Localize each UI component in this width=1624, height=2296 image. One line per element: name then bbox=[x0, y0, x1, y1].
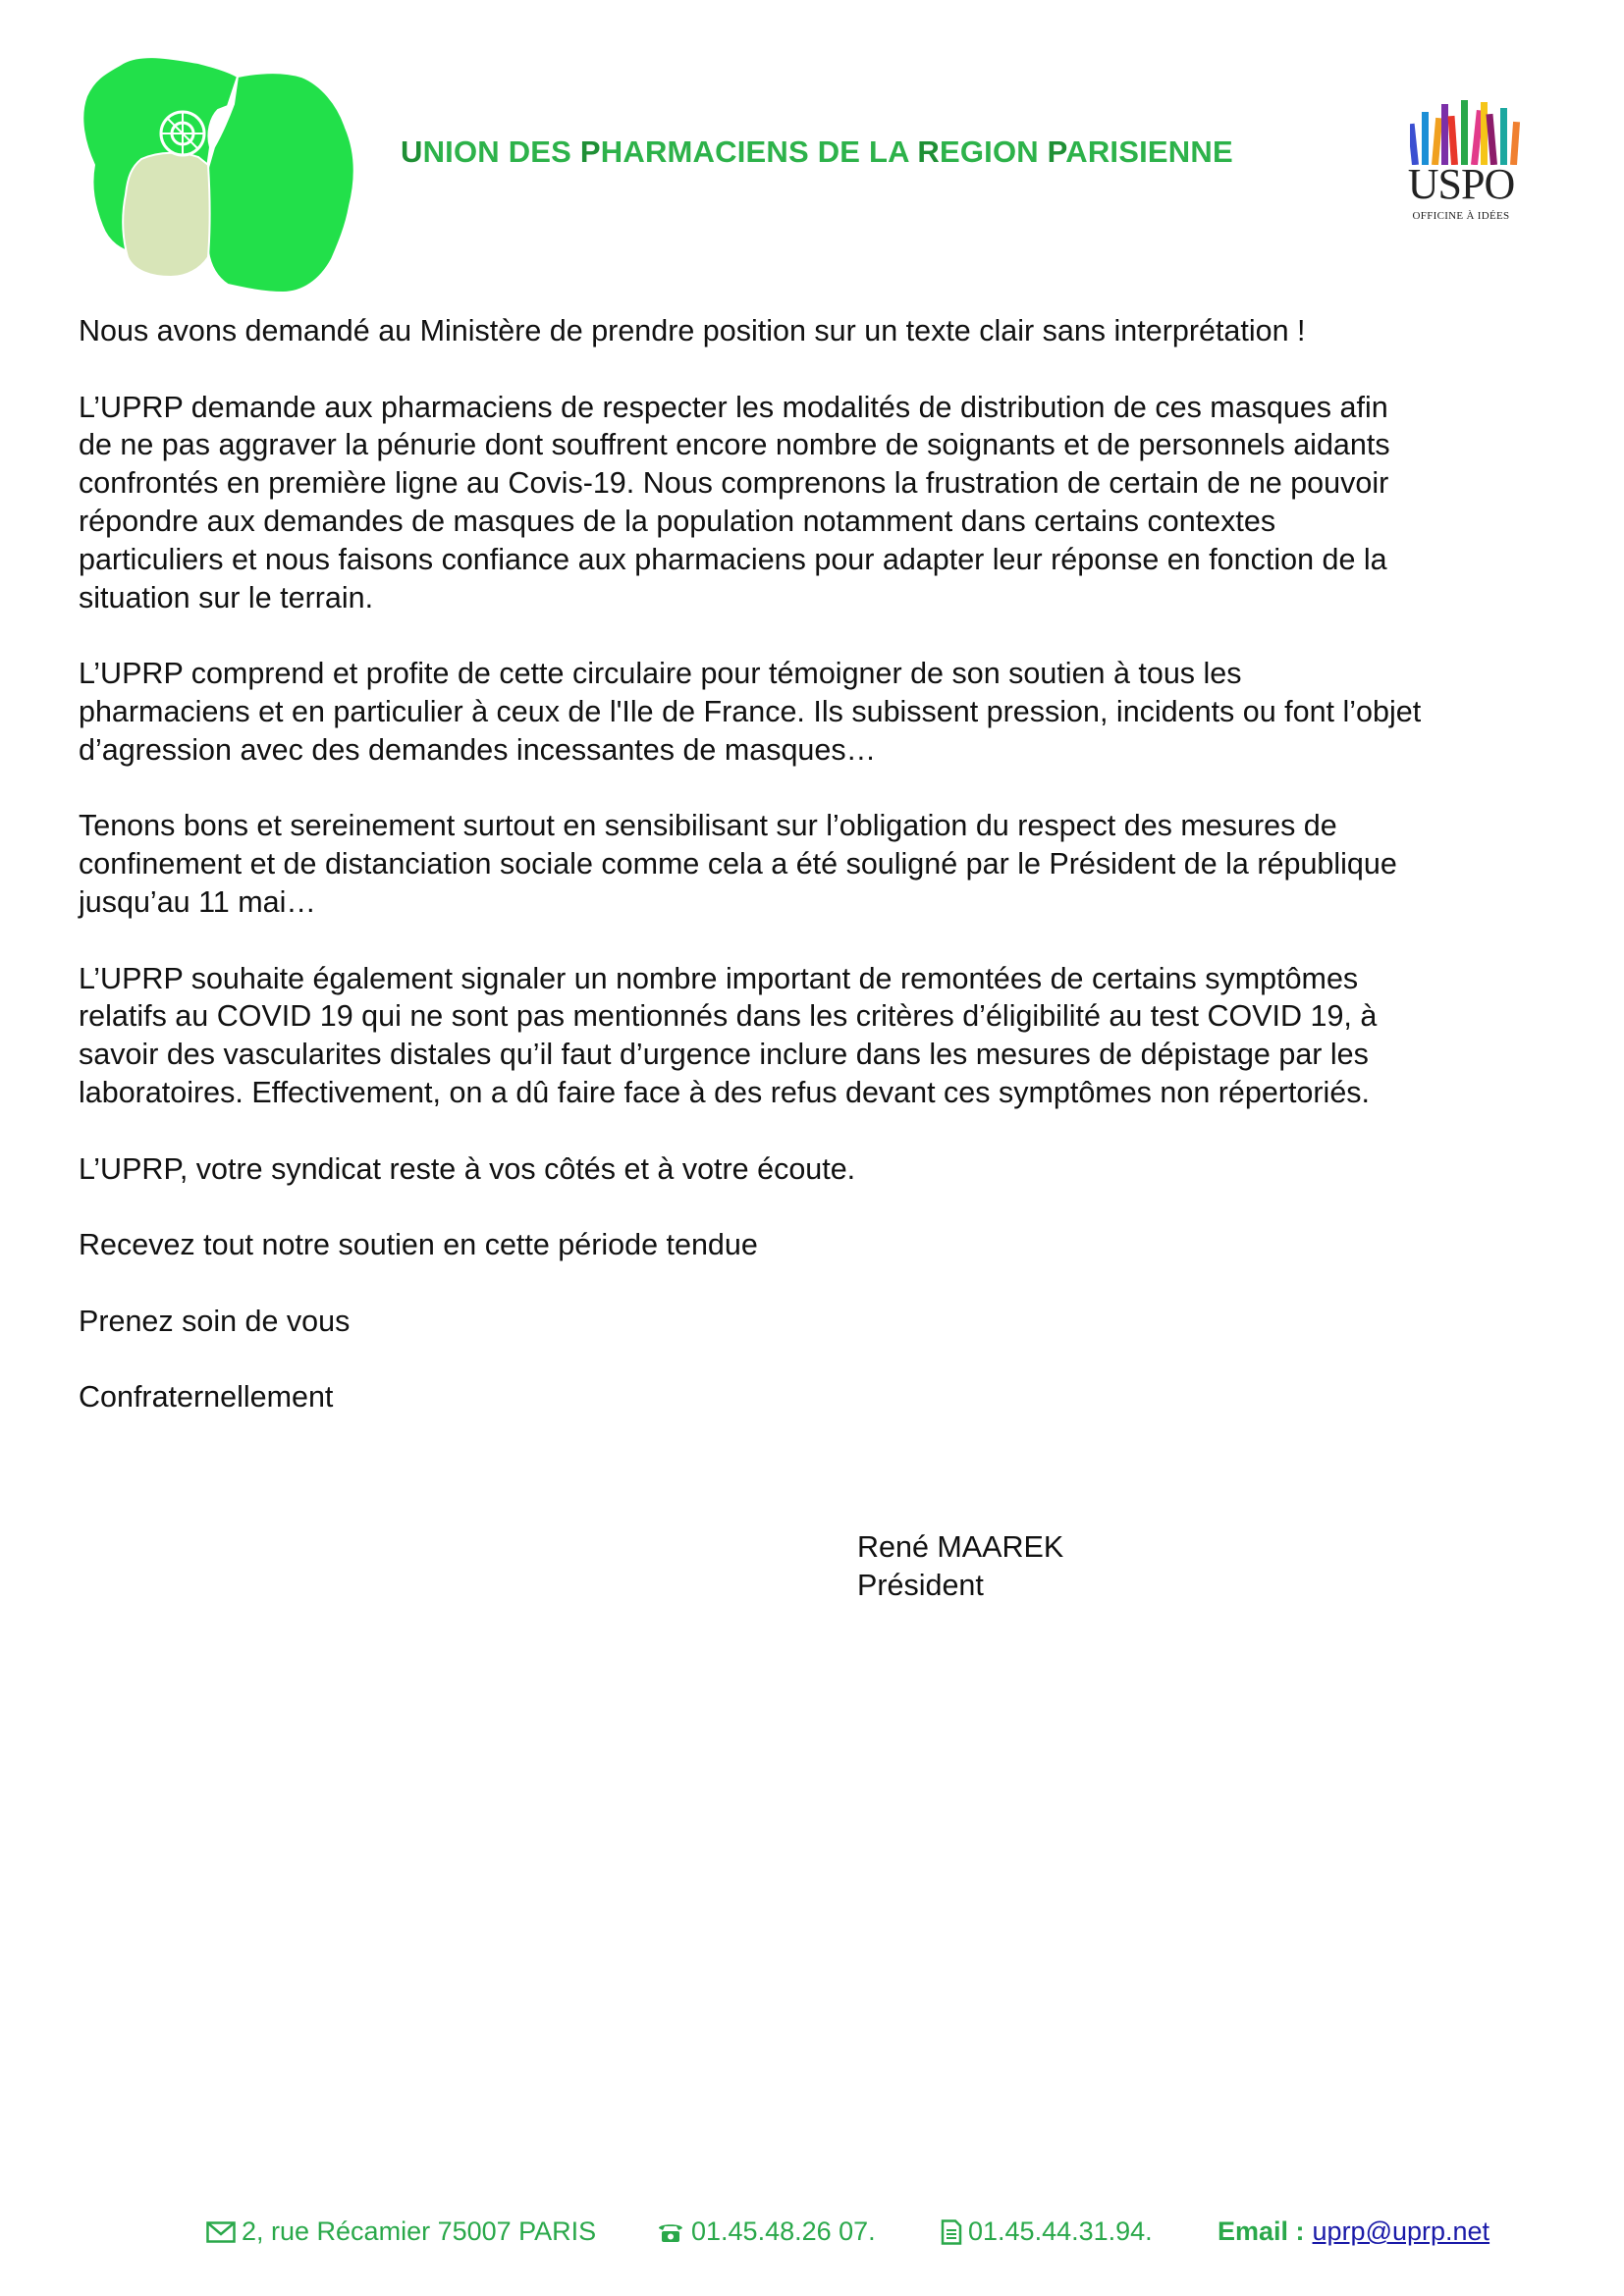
org-name-segment: EGION bbox=[939, 134, 1048, 169]
telephone-icon bbox=[656, 2220, 685, 2244]
body-paragraph: L’UPRP souhaite également signaler un nombre important de remontées de certains symptômes relatifs au COVID 19 qui ne sont pas mentionnés dans les critères d’éligibilité au test COVID 19, à savoir des vascularites distales qu’il faut d’urgence inclure dans les mesures de dépistage par les laboratoires. Effectivement, on a dû faire face à des refus devant ces symptômes non répertoriés. bbox=[79, 961, 1378, 1109]
org-name-initial: U bbox=[401, 134, 423, 169]
body-paragraph: Tenons bons et sereinement surtout en sensibilisant sur l’obligation du respect des mesures de confinement et de distanciation sociale comme cela a été souligné par le Président de la république jusqu’au 11 mai… bbox=[79, 809, 1397, 919]
signatory-name: René MAAREK bbox=[857, 1530, 1064, 1564]
footer-phone bbox=[656, 2216, 876, 2247]
envelope-icon bbox=[206, 2221, 236, 2243]
footer-phone-text[interactable]: 01.45.48.26 07. bbox=[691, 2216, 876, 2246]
org-name-initial: P bbox=[1047, 134, 1066, 169]
body-paragraph: L’UPRP, votre syndicat reste à vos côtés et à votre écoute. bbox=[79, 1151, 856, 1186]
fax-document-icon bbox=[941, 2219, 962, 2245]
uspo-logo bbox=[1392, 98, 1530, 228]
signature-block bbox=[857, 1528, 1063, 1605]
footer-address bbox=[206, 2216, 596, 2247]
org-name-segment: NION DES bbox=[422, 134, 580, 169]
body-paragraph: Confraternellement bbox=[79, 1380, 334, 1415]
body-paragraph: Recevez tout notre soutien en cette période tendue bbox=[79, 1228, 758, 1262]
organization-name bbox=[401, 134, 1233, 170]
uspo-tagline: OFFICINE À IDÉES bbox=[1412, 210, 1510, 222]
uspo-colored-bars-icon bbox=[1410, 98, 1524, 165]
ile-de-france-map-logo bbox=[81, 49, 365, 304]
footer-fax bbox=[941, 2216, 1153, 2247]
org-name-segment: HARMACIENS DE LA bbox=[600, 134, 918, 169]
contact-footer bbox=[0, 2216, 1624, 2256]
org-name-segment: ARISIENNE bbox=[1065, 134, 1233, 169]
footer-fax-text: 01.45.44.31.94. bbox=[968, 2216, 1153, 2246]
body-paragraph: Prenez soin de vous bbox=[79, 1304, 351, 1338]
org-name-initial: R bbox=[917, 134, 940, 169]
footer-email bbox=[1218, 2216, 1489, 2247]
letter-body bbox=[79, 312, 1571, 1455]
signatory-title: Président bbox=[857, 1568, 984, 1602]
footer-email-label: Email : bbox=[1218, 2216, 1305, 2246]
footer-email-link[interactable]: uprp@uprp.net bbox=[1312, 2216, 1490, 2246]
uspo-wordmark: USPO bbox=[1407, 160, 1515, 208]
map-region-south bbox=[123, 153, 209, 277]
org-name-initial: P bbox=[579, 134, 601, 169]
body-paragraph: Nous avons demandé au Ministère de prendre position sur un texte clair sans interprétation ! bbox=[79, 314, 1306, 347]
body-paragraph: L’UPRP comprend et profite de cette circulaire pour témoigner de son soutien à tous les pharmaciens et en particulier à ceux de l'Ile de France. Ils subissent pression, incidents ou font l’objet d’agression avec des demandes incessantes de masques… bbox=[79, 657, 1422, 767]
footer-address-text: 2, rue Récamier 75007 PARIS bbox=[242, 2216, 597, 2246]
body-paragraph: L’UPRP demande aux pharmaciens de respecter les modalités de distribution de ces masques afin de ne pas aggraver la pénurie dont souffrent encore nombre de soignants et de personnels aidants confrontés en première ligne au Covis-19. Nous comprenons la frustration de certain de ne pouvoir répondre aux demandes de masques de la population notamment dans certains contextes particuliers et nous faisons confiance aux pharmaciens pour adapter leur réponse en fonction de la situation sur le terrain. bbox=[79, 390, 1390, 614]
